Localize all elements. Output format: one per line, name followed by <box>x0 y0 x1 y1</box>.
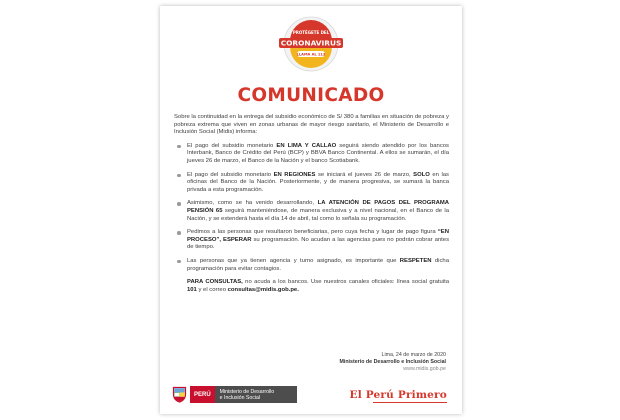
intro-paragraph: Sobre la continuidad en la entrega del subsidio económico de S/ 380 a familias en situación de pobreza y pobreza extrema que viven en zonas urbanas de mayor riesgo sanitario, el Ministerio de Desarrollo e Inclusión Social (Midis) informa: <box>174 114 449 136</box>
bullet-list <box>174 143 449 273</box>
peru-label: PERÚ <box>190 386 215 403</box>
slogan-logo: El Perú Primero <box>349 389 447 401</box>
bullet-dot-icon <box>177 202 181 206</box>
list-item: El pago del subsidio monetario EN REGIONES se iniciará el jueves 26 de marzo, SOLO en las oficinas del Banco de la Nación. Posteriormente, y de manera progresiva, se sumará la banca privada a esta programación. <box>174 172 449 195</box>
government-logo <box>172 386 297 403</box>
footer <box>160 380 462 414</box>
page-title: COMUNICADO <box>237 85 385 106</box>
website-link[interactable]: www.midis.gob.pe <box>403 366 446 372</box>
badge-ribbon-text: LLAMA AL 113 <box>296 52 326 57</box>
contact-email: consultas@midis.gob.pe. <box>227 286 299 293</box>
badge-main-text: CORONAVIRUS <box>280 38 342 48</box>
bullet-dot-icon <box>177 145 181 149</box>
coat-of-arms-icon <box>172 386 187 403</box>
ministry-label: Ministerio de Desarrollo e Inclusión Social <box>215 386 297 403</box>
bullet-dot-icon <box>177 231 181 235</box>
communique-body <box>174 114 449 294</box>
list-item: El pago del subsidio monetario EN LIMA Y CALLAO seguirá siendo atendido por los bancos Interbank, Banco de Crédito del Perú (BCP) y BBVA Banco Continental. A ellos se sumarán, el día jueves 26 de marzo, el Banco de la Nación y el banco Scotiabank. <box>174 143 449 166</box>
slogan-underline <box>373 402 447 403</box>
signature-org: Ministerio de Desarrollo e Inclusión Social <box>339 359 446 365</box>
signature-block <box>339 352 446 373</box>
place-date: Lima, 24 de marzo de 2020 <box>381 352 446 358</box>
list-item: Pedimos a las personas que resultaron beneficiarias, pero cuya fecha y lugar de pago figura “EN PROCESO”, ESPERAR su programación. No acudan a las agencias pues no podrán cobrar antes de tiempo. <box>174 229 449 252</box>
bullet-dot-icon <box>177 260 181 264</box>
list-item: Las personas que ya tienen agencia y turno asignado, es importante que RESPETEN dicha programación para evitar contagios. <box>174 258 449 273</box>
list-item: Asimismo, como se ha venido desarrollando, LA ATENCIÓN DE PAGOS DEL PROGRAMA PENSIÓN 65 seguirá manteniéndose, de manera exclusiva y a nivel nacional, en el Banco de la Nación, y se extenderá hasta el día 14 de abril, tal como lo señala su programación. <box>174 200 449 223</box>
document-page <box>160 6 462 414</box>
coronavirus-badge-logo <box>269 14 353 76</box>
bullet-dot-icon <box>177 174 181 178</box>
consult-paragraph: PARA CONSULTAS, no acuda a los bancos. Use nuestros canales oficiales: línea social gratuita 101 y el correo consultas@midis.gob.pe. <box>187 279 449 293</box>
badge-top-text: PROTÉGETE DEL <box>292 30 330 35</box>
